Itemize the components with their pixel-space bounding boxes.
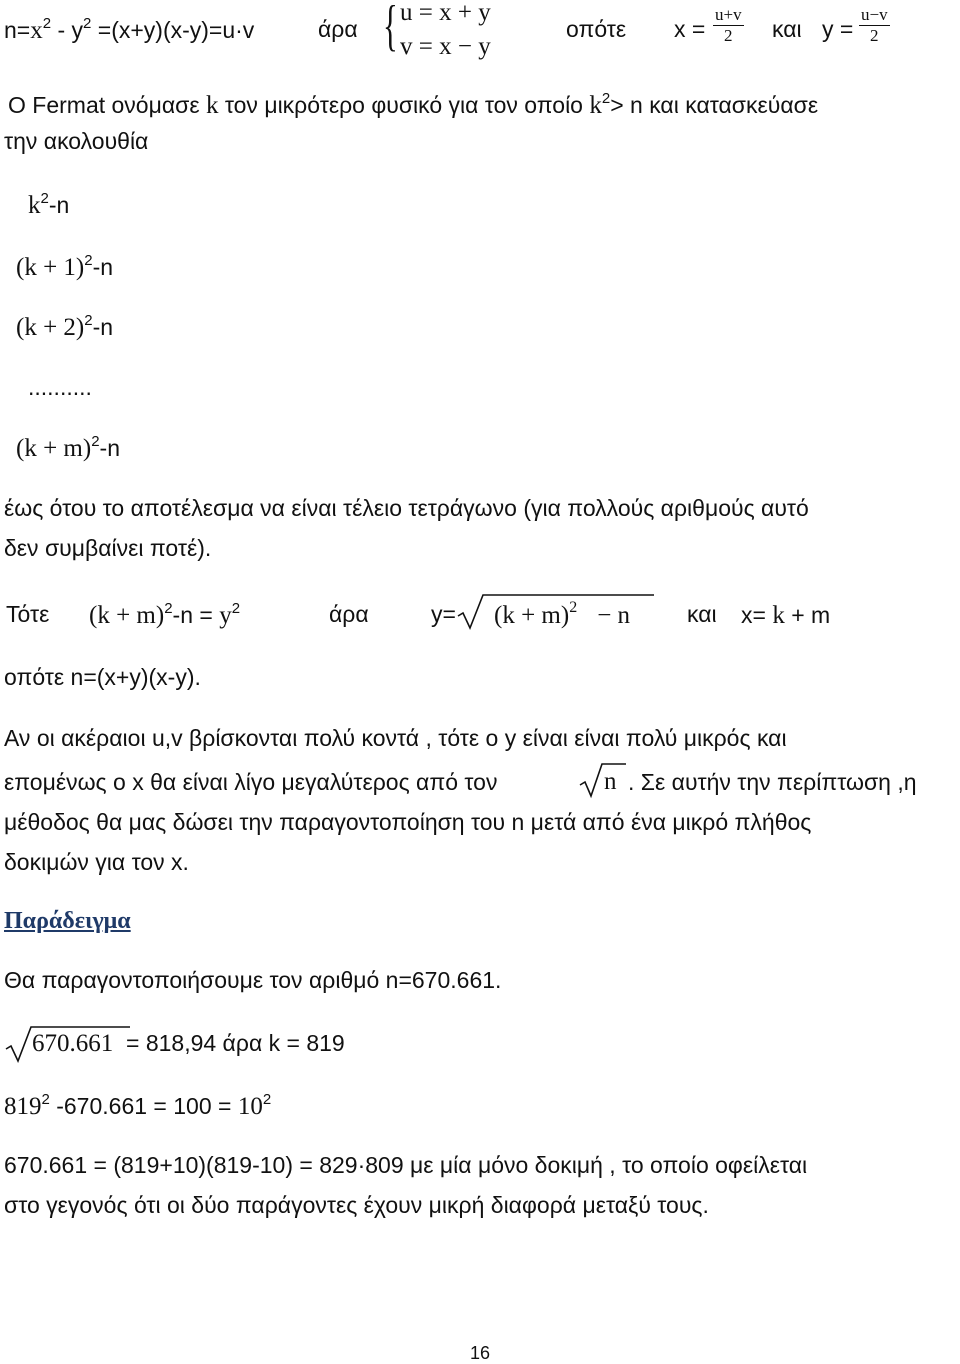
seq-dots: .......... <box>28 374 92 400</box>
eq1-x: x <box>30 17 43 44</box>
para2-line-b: δεν συμβαίνει ποτέ). <box>4 535 212 561</box>
eq1-prefix: n= <box>4 17 31 43</box>
eq1-exp-y: 2 <box>83 15 92 32</box>
eq1-x-eq: x = <box>674 16 706 42</box>
para3-line-b-end: . Σε αυτήν την περίπτωση ,η <box>628 769 917 795</box>
seq-item-3: $(k + 2)^2-n$ <box>16 312 114 341</box>
para1-k2: k <box>589 92 602 119</box>
fraction-y-den: 2 <box>870 25 879 45</box>
system-u: u = x + y <box>400 0 491 26</box>
para3-line-b: επομένως ο x θα είναι λίγο μεγαλύτερος από τον <box>4 769 498 795</box>
opote-line: οπότε n=(x+y)(x-y). <box>4 664 201 690</box>
example-square-line: $819^2$ $-670.661 = 100 = 10^2$ <box>4 1091 272 1120</box>
example-final-line-b: στο γεγονός ότι οι δύο παράγοντες έχουν μικρή διαφορά μεταξύ τους. <box>4 1192 709 1218</box>
para3-line-d: δοκιμών για τον x. <box>4 849 189 875</box>
seq-item-4: $(k + m)^2-n$ <box>16 433 120 462</box>
para3-line-a: Αν οι ακέραιοι u,v βρίσκονται πολύ κοντά , τότε ο y είναι είναι πολύ μικρός και <box>4 725 787 751</box>
seq-item-2: $(k + 1)^2-n$ <box>16 252 114 281</box>
fraction-x-den: 2 <box>724 25 733 45</box>
fraction-x <box>713 6 744 45</box>
tote-ara: άρα <box>329 601 369 627</box>
eq1-kai: και <box>772 16 802 42</box>
eq1-ara: άρα <box>318 16 358 42</box>
tote-lhs: $(k + m)^2-n = y^2$ <box>89 600 241 629</box>
seq-item-1: $k^2-n$ <box>28 190 70 219</box>
example-heading: Παράδειγμα <box>4 908 131 934</box>
system-brace: { <box>383 0 398 57</box>
sqrt-symbol-n <box>578 761 628 801</box>
para3-line-c: μέθοδος θα μας δώσει την παραγοντοποίηση του n μετά από ένα μικρό πλήθος <box>4 809 812 835</box>
para3-sqrt-n: n <box>604 768 617 795</box>
system-v: v = x − y <box>400 33 491 60</box>
eq1-opote: οπότε <box>566 16 627 42</box>
eq1-y-eq: y = <box>822 16 854 42</box>
para1-text-3: > n και κατασκεύασε <box>610 92 819 118</box>
eq1-y: - y <box>51 17 84 43</box>
para2-line-a: έως ότου το αποτέλεσμα να είναι τέλειο τετράγωνο (για πολλούς αριθμούς αυτό <box>4 495 809 521</box>
para1-exp: 2 <box>601 90 611 107</box>
para1-k: k <box>205 92 219 119</box>
example-sqrt-result: = 818,94 άρα k = 819 <box>126 1030 345 1056</box>
para1-text-2: τον μικρότερο φυσικό για τον οποίο <box>218 92 590 118</box>
para1-line-b: την ακολουθία <box>4 128 149 154</box>
tote-y-eq: y= <box>431 601 456 627</box>
tote-label: Τότε <box>6 601 50 627</box>
page-number: 16 <box>470 1343 491 1363</box>
fraction-y-num: u−v <box>861 5 888 24</box>
example-final-line-a: 670.661 = (819+10)(819-10) = 829·809 με μία μόνο δοκιμή , το οποίο οφείλεται <box>4 1152 808 1178</box>
tote-x-eq: x= k + m <box>741 602 831 629</box>
example-sqrt-value: 670.661 <box>32 1030 114 1057</box>
example-intro: Θα παραγοντοποιήσουμε τον αριθμό n=670.661. <box>4 967 502 993</box>
fraction-y <box>859 6 890 45</box>
tote-radicand: $(k + m)^2 - n$ <box>494 599 631 629</box>
para1-text-1: Ο Fermat ονόμασε <box>8 92 206 118</box>
tote-kai: και <box>687 601 717 627</box>
eq1-rest: =(x+y)(x-y)=u·v <box>91 17 255 43</box>
eq1-exp-x: 2 <box>42 15 52 32</box>
fraction-x-num: u+v <box>715 5 742 24</box>
